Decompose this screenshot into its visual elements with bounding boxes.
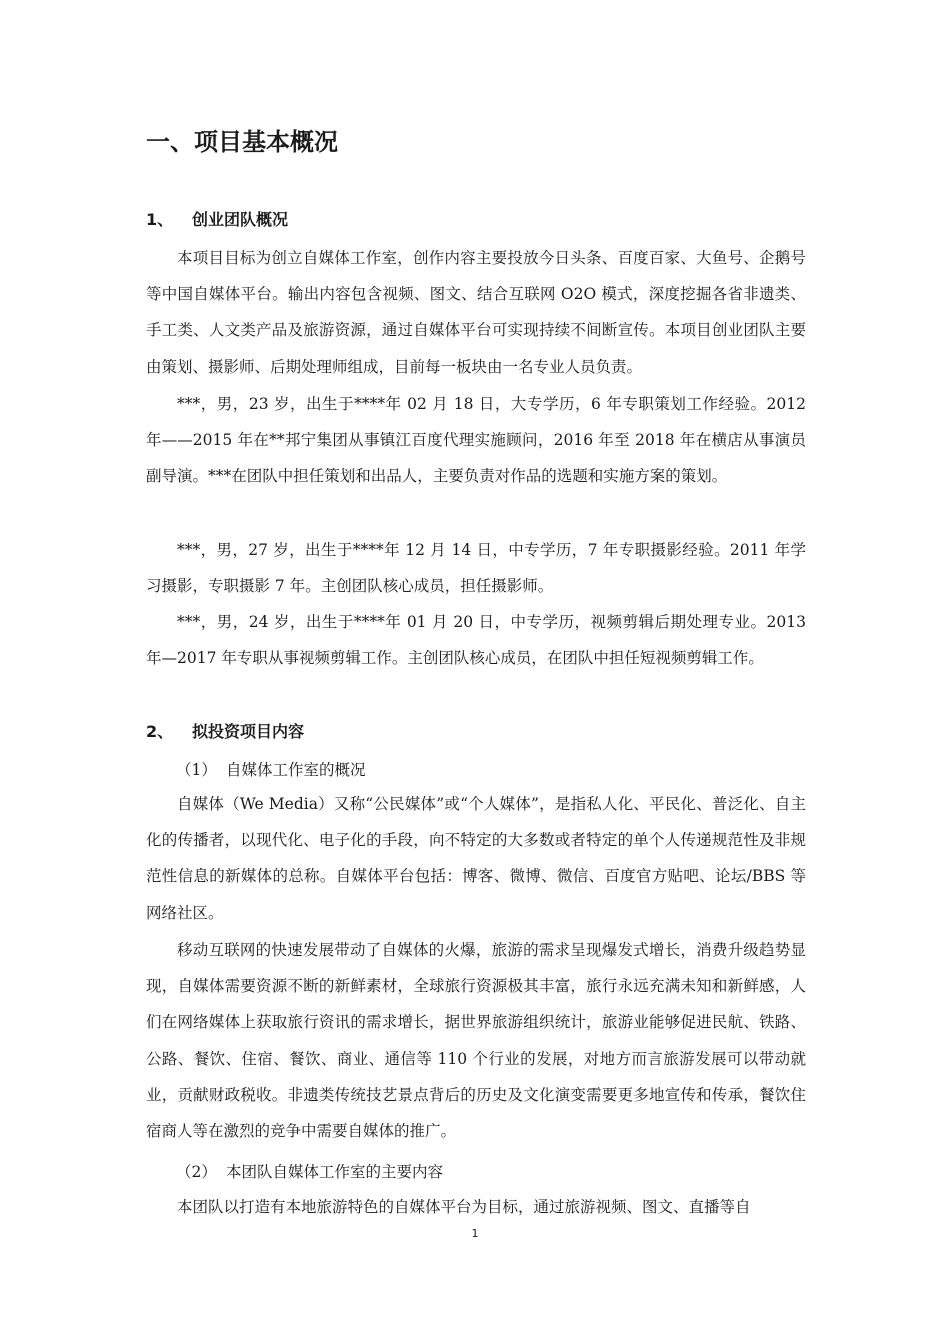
section-heading-2 bbox=[146, 718, 304, 746]
subsection-title: 本团队自媒体工作室的主要内容 bbox=[226, 1163, 444, 1181]
subsection-heading-1 bbox=[176, 756, 366, 784]
document-title: 一、项目基本概况 bbox=[146, 128, 338, 156]
subsection-number: （2） bbox=[176, 1163, 217, 1181]
section-heading-1 bbox=[146, 206, 288, 234]
paragraph: 本项目目标为创立自媒体工作室，创作内容主要投放今日头条、百度百家、大鱼号、企鹅号等中国自媒体平台。输出内容包含视频、图文、结合互联网 O2O 模式，深度挖掘各省非遗类、手工类、人文类产品及旅游资源，通过自媒体平台可实现持续不间断宣传。本项目创业团队主要由策划、摄影师、后期处理师组成，目前每一板块由一名专业人员负责。 bbox=[146, 249, 806, 376]
subsection-number: （1） bbox=[176, 761, 217, 779]
paragraph: ***，男，27 岁，出生于****年 12 月 14 日，中专学历，7 年专职摄影经验。2011 年学习摄影，专职摄影 7 年。主创团队核心成员，担任摄影师。 bbox=[146, 541, 806, 596]
page-number: 1 bbox=[471, 1227, 479, 1240]
section-number: 1、 bbox=[146, 210, 174, 229]
paragraph: 移动互联网的快速发展带动了自媒体的火爆，旅游的需求呈现爆发式增长，消费升级趋势显现，自媒体需要资源不断的新鲜素材，全球旅行资源极其丰富，旅行永远充满未知和新鲜感，人们在网络媒体上获取旅行资讯的需求增长，据世界旅游组织统计，旅游业能够促进民航、铁路、公路、餐饮、住宿、餐饮、商业、通信等 110 个行业的发展，对地方而言旅游发展可以带动就业，贡献财政税收。非遗类传统技艺景点背后的历史及文化演变需要更多地宣传和传承，餐饮住宿商人等在激烈的竞争中需要自媒体的推广。 bbox=[146, 941, 806, 1141]
section-title: 创业团队概况 bbox=[192, 210, 289, 229]
paragraph: 本团队以打造有本地旅游特色的自媒体平台为目标，通过旅游视频、图文、直播等自 bbox=[177, 1198, 751, 1216]
subsection-title: 自媒体工作室的概况 bbox=[226, 761, 366, 779]
paragraph: ***，男，23 岁，出生于****年 02 月 18 日，大专学历，6 年专职策划工作经验。2012 年——2015 年在**邦宁集团从事镇江百度代理实施顾问，2016 年至 2018 年在横店从事演员副导演。***在团队中担任策划和出品人，主要负责对作品的选题和实施方案的策划。 bbox=[146, 395, 806, 486]
paragraph: 自媒体（We Media）又称“公民媒体”或“个人媒体”，是指私人化、平民化、普泛化、自主化的传播者，以现代化、电子化的手段，向不特定的大多数或者特定的单个人传递规范性及非规范性信息的新媒体的总称。自媒体平台包括：博客、微博、微信、百度官方贴吧、论坛/BBS 等网络社区。 bbox=[146, 795, 806, 922]
subsection-heading-2 bbox=[176, 1158, 443, 1186]
section-title: 拟投资项目内容 bbox=[192, 722, 305, 741]
section-number: 2、 bbox=[146, 722, 174, 741]
paragraph: ***，男，24 岁，出生于****年 01 月 20 日，中专学历，视频剪辑后期处理专业。2013 年—2017 年专职从事视频剪辑工作。主创团队核心成员，在团队中担任短视频剪辑工作。 bbox=[146, 613, 806, 668]
